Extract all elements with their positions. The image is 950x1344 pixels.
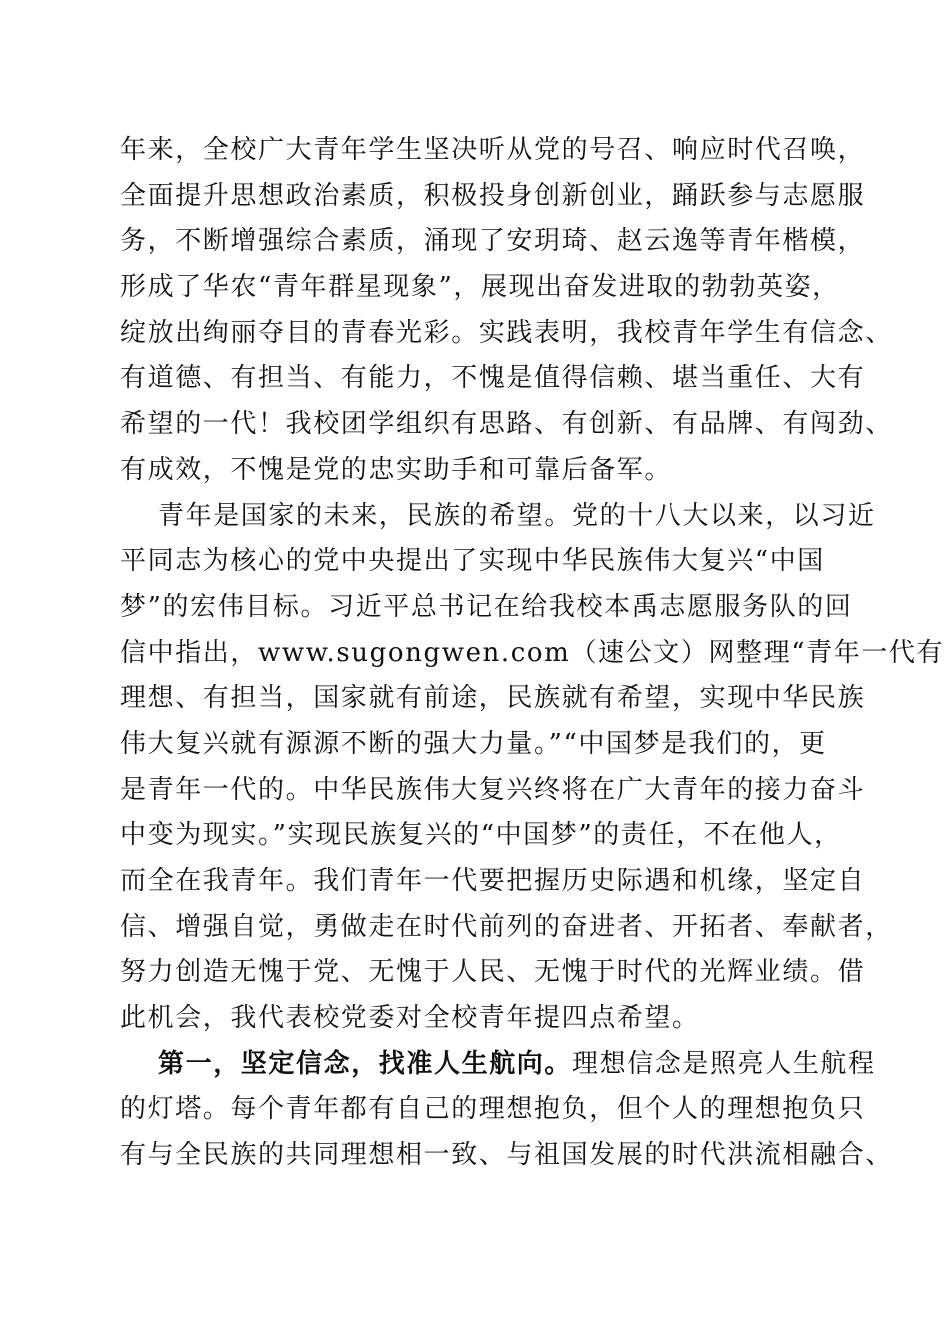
text-line: 务，不断增强综合素质，涌现了安玥琦、赵云逸等青年楷模，	[120, 226, 866, 257]
paragraph-2	[120, 494, 945, 1042]
paragraph-1	[120, 128, 893, 494]
text-line: 全面提升思想政治素质，积极投身创新创业，踊跃参与志愿服	[120, 180, 866, 211]
text-line: 年来，全校广大青年学生坚决听从党的号召、响应时代召唤，	[120, 135, 866, 165]
section-heading: 第一，坚定信念，找准人生航向。	[158, 1048, 573, 1079]
text-line: 信、增强自觉，勇做走在时代前列的奋进者、开拓者、奉献者，	[120, 911, 893, 942]
text-line: 有道德、有担当、有能力，不愧是值得信赖、堪当重任、大有	[120, 363, 866, 394]
text-line: 中变为现实。”实现民族复兴的“中国梦”的责任，不在他人，	[120, 820, 842, 851]
text-line: 有与全民族的共同理想相一致、与祖国发展的时代洪流相融合、	[120, 1140, 893, 1171]
text-line: 绽放出绚丽夺目的青春光彩。实践表明，我校青年学生有信念、	[120, 317, 893, 348]
text-line: 的灯塔。每个青年都有自己的理想抱负，但个人的理想抱负只	[120, 1094, 866, 1125]
text-line: 理想、有担当，国家就有前途，民族就有希望，实现中华民族	[120, 683, 866, 714]
text-line: 而全在我青年。我们青年一代要把握历史际遇和机缘，坚定自	[120, 866, 866, 896]
text-line: 希望的一代！我校团学组织有思路、有创新、有品牌、有闯劲、	[120, 409, 893, 440]
text-line: 平同志为核心的党中央提出了实现中华民族伟大复兴“中国	[120, 546, 825, 577]
text-line: 青年是国家的未来，民族的希望。党的十八大以来，以习近	[158, 500, 876, 531]
text-line: 是青年一代的。中华民族伟大复兴终将在广大青年的接力奋斗	[120, 774, 866, 805]
text-line	[120, 1042, 876, 1088]
document-body	[120, 128, 945, 1179]
text-line: 此机会，我代表校党委对全校青年提四点希望。	[120, 1003, 700, 1034]
paragraph-3	[120, 1042, 893, 1179]
text-line: 努力创造无愧于党、无愧于人民、无愧于时代的光辉业绩。借	[120, 957, 866, 988]
text-line: 伟大复兴就有源源不断的强大力量。”“中国梦是我们的，更	[120, 728, 827, 759]
text-run: 理想信念是照亮人生航程	[572, 1048, 876, 1079]
text-line: 有成效，不愧是党的忠实助手和可靠后备军。	[120, 454, 673, 485]
text-line: 信中指出，www.sugongwen.com（速公文）网整理“青年一代有	[120, 637, 945, 668]
text-line: 梦”的宏伟目标。习近平总书记在给我校本禹志愿服务队的回	[120, 591, 853, 622]
text-line: 形成了华农“青年群星现象”，展现出奋发进取的勃勃英姿，	[120, 272, 840, 303]
